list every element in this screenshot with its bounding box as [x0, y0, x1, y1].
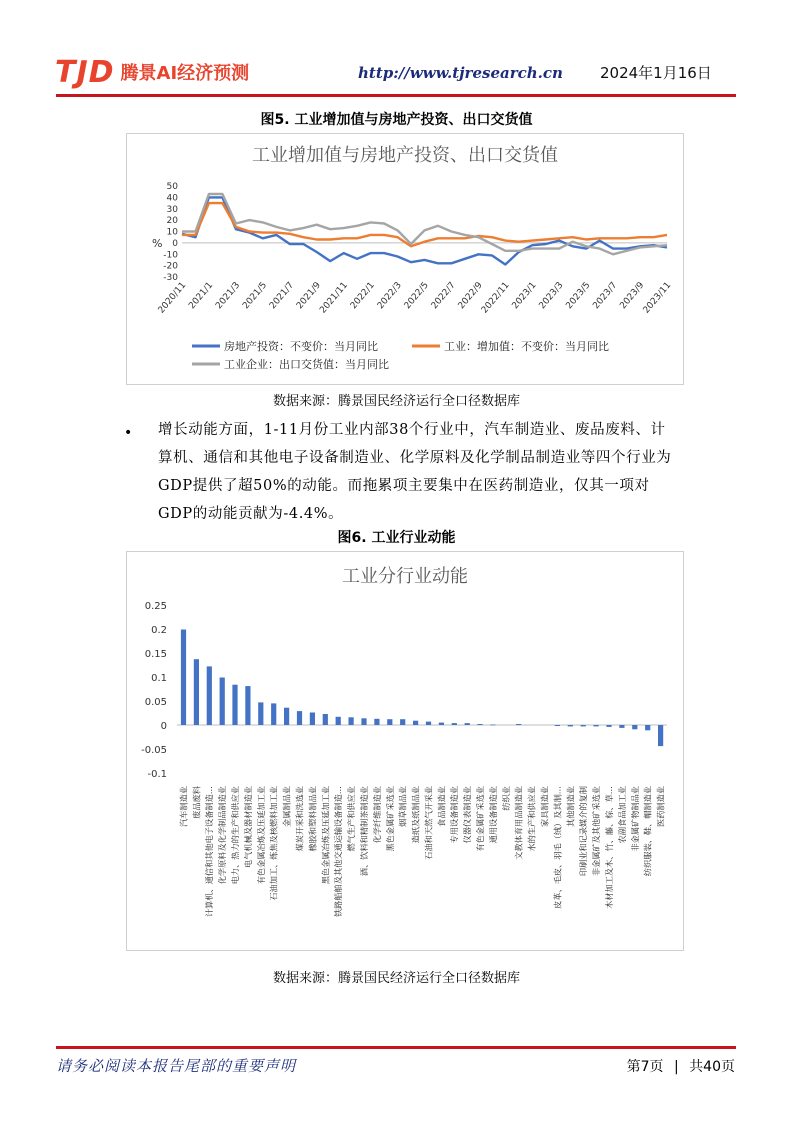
- x-tick-label: 仪器仪表制造业: [462, 786, 473, 844]
- y-tick-label: -10: [163, 250, 178, 261]
- y-tick-label: 0.25: [144, 601, 167, 612]
- bar: [181, 630, 186, 726]
- x-tick-label: 非金属矿及其他矿采选业: [591, 786, 602, 877]
- series-line-2: [182, 203, 667, 246]
- x-tick-label: 水的生产和供应业: [526, 786, 537, 852]
- y-tick-label: 0.1: [151, 673, 167, 684]
- x-tick-label: 计算机、通信和其他电子设备制造…: [204, 786, 215, 918]
- y-tick-label: -30: [163, 273, 178, 283]
- website-link[interactable]: http://www.tjresearch.cn: [358, 64, 563, 82]
- x-tick-label: 2023/11: [641, 280, 674, 316]
- legend-label: 房地产投资：不变价：当月同比: [224, 340, 378, 353]
- bar: [645, 725, 650, 730]
- y-tick-label: -0.1: [147, 769, 167, 780]
- analysis-paragraph: 增长动能方面，1-11月份工业内部38个行业中，汽车制造业、废品废料、计算机、通信和其他电子设备制造业、化学原料及化学制品制造业等四个行业为GDP提供了超50%的动能。而拖累项主要集中在医药制造业，仅其一项对GDP的动能贡献为-4.4%。: [158, 422, 672, 522]
- bar: [632, 725, 637, 729]
- figure6-source: 数据来源：腾景国民经济运行全口径数据库: [272, 971, 520, 986]
- bar: [490, 725, 495, 726]
- bar: [387, 719, 392, 725]
- y-axis-label: %: [152, 236, 163, 250]
- x-tick-label: 非金属矿物制品业: [629, 786, 640, 852]
- brand-logo: [55, 52, 249, 92]
- bar: [426, 722, 431, 725]
- x-tick-label: 铁路船舶及其他交通运输设备制造…: [333, 786, 344, 918]
- x-tick-label: 2021/9: [295, 280, 324, 312]
- bar: [658, 725, 663, 746]
- bar: [271, 703, 276, 725]
- y-tick-label: -20: [163, 261, 178, 272]
- x-tick-label: 纺织业: [500, 786, 511, 811]
- x-tick-label: 金属制品业: [281, 786, 292, 827]
- bar: [465, 723, 470, 725]
- x-tick-label: 农副食品加工业: [616, 786, 627, 844]
- x-tick-label: 化学原料及化学制品制造业: [217, 786, 228, 885]
- x-tick-label: 专用设备制造业: [449, 786, 460, 844]
- legend-label: 工业企业：出口交货值：当月同比: [224, 358, 389, 371]
- x-tick-label: 2023/1: [510, 280, 539, 312]
- bar: [594, 725, 599, 726]
- bar: [606, 725, 611, 727]
- y-tick-label: 20: [166, 216, 178, 227]
- x-tick-label: 2022/11: [479, 280, 512, 316]
- chart-title: 工业增加值与房地产投资、出口交货值: [252, 145, 558, 166]
- bar: [439, 723, 444, 725]
- x-tick-label: 橡胶和塑料制品业: [307, 786, 318, 852]
- x-tick-label: 文教体育用品制造业: [513, 786, 524, 860]
- page-separator: |: [674, 1059, 679, 1075]
- x-tick-label: 印刷业和记录媒介的复制: [578, 786, 589, 877]
- page-total: 共40页: [689, 1059, 735, 1075]
- y-tick-label: 0: [160, 721, 167, 732]
- x-tick-label: 石油和天然气开采业: [423, 786, 434, 860]
- line-chart: [127, 134, 683, 384]
- y-tick-label: 30: [166, 204, 178, 215]
- x-tick-label: 医药制造业: [655, 786, 666, 827]
- bar: [413, 721, 418, 725]
- bar: [555, 725, 560, 726]
- bar: [349, 717, 354, 725]
- bar: [284, 708, 289, 725]
- logo-text: 腾景AI经济预测: [120, 63, 250, 84]
- x-tick-label: 化学纤维制造业: [371, 786, 382, 844]
- x-tick-label: 2022/7: [429, 280, 458, 312]
- logo-mark: TJD: [55, 54, 115, 90]
- bullet-icon: •: [124, 425, 133, 441]
- y-tick-label: 0: [172, 238, 178, 249]
- x-tick-label: 2022/1: [348, 280, 377, 312]
- x-tick-label: 2020/11: [156, 280, 189, 316]
- bar: [477, 724, 482, 725]
- bar-chart: [127, 552, 683, 950]
- x-tick-label: 2022/9: [456, 280, 485, 312]
- legend-label: 工业：增加值：不变价：当月同比: [444, 340, 609, 353]
- x-tick-label: 有色金属矿采选业: [475, 786, 485, 852]
- x-tick-label: 石油加工、炼焦及核燃料加工业: [268, 786, 279, 901]
- x-tick-label: 废品废料: [191, 786, 202, 819]
- y-tick-label: 0.05: [144, 697, 167, 708]
- y-tick-label: 0.15: [144, 649, 167, 660]
- bar: [336, 717, 341, 725]
- x-tick-label: 2021/5: [241, 280, 270, 312]
- x-tick-label: 木材加工及木、竹、藤、棕、草…: [604, 786, 614, 909]
- disclaimer-note: 请务必阅读本报告尾部的重要声明: [56, 1057, 297, 1075]
- x-tick-label: 烟草制品业: [397, 786, 408, 827]
- figure6-caption: 图6. 工业行业动能: [337, 530, 456, 546]
- bar: [374, 719, 379, 725]
- x-tick-label: 2021/7: [268, 280, 297, 312]
- x-tick-label: 2023/7: [591, 280, 620, 312]
- footer-divider: [56, 1046, 736, 1049]
- header-divider: [56, 94, 736, 97]
- bar: [452, 723, 457, 725]
- x-tick-label: 2022/3: [375, 280, 404, 312]
- x-tick-label: 造纸及纸制品业: [410, 786, 421, 844]
- bar: [568, 725, 573, 726]
- x-tick-label: 2023/3: [537, 280, 566, 312]
- x-tick-label: 电气机械及器材制造业: [242, 786, 253, 868]
- x-tick-label: 2023/5: [564, 280, 593, 312]
- page-number: 第7页: [626, 1059, 664, 1075]
- x-tick-label: 纺织服装、鞋、帽制造业: [642, 786, 653, 877]
- x-tick-label: 2023/9: [618, 280, 647, 312]
- report-date: 2024年1月16日: [600, 64, 712, 82]
- x-tick-label: 有色金属冶炼及压延加工业: [255, 786, 266, 885]
- x-tick-label: 黑色金属矿采选业: [384, 786, 395, 852]
- x-tick-label: 2021/11: [318, 280, 350, 316]
- x-tick-label: 酒、饮料和精制茶制造业: [359, 786, 369, 877]
- bar: [310, 713, 315, 726]
- y-tick-label: 10: [166, 227, 178, 238]
- x-tick-label: 电力、热力的生产和供应业: [230, 786, 240, 885]
- bar: [581, 725, 586, 726]
- x-tick-label: 汽车制造业: [178, 786, 189, 827]
- bar: [245, 686, 250, 725]
- bar: [619, 725, 624, 728]
- figure5-chart-frame: [126, 133, 684, 385]
- figure5-source: 数据来源：腾景国民经济运行全口径数据库: [272, 394, 520, 409]
- bar: [323, 714, 328, 725]
- x-tick-label: 2021/1: [187, 280, 216, 312]
- bar: [297, 711, 302, 725]
- y-tick-label: 40: [166, 193, 178, 204]
- y-tick-label: 50: [166, 182, 178, 192]
- figure5-caption: 图5. 工业增加值与房地产投资、出口交货值: [260, 112, 533, 128]
- bar: [258, 702, 263, 725]
- bar: [400, 719, 405, 725]
- x-tick-label: 皮革、毛皮、羽毛（绒）及其制…: [552, 786, 563, 909]
- y-tick-label: 0.2: [151, 625, 167, 636]
- x-tick-label: 食品制造业: [436, 786, 447, 827]
- page-header: [0, 0, 793, 100]
- bar: [194, 659, 199, 725]
- bar: [232, 685, 237, 725]
- x-tick-label: 黑色金属冶炼及压延加工业: [320, 786, 331, 885]
- x-tick-label: 其他制造业: [565, 786, 576, 827]
- x-tick-label: 燃气生产和供应业: [346, 786, 357, 852]
- x-tick-label: 2022/5: [402, 280, 431, 312]
- bar: [361, 718, 366, 725]
- series-line-3: [182, 194, 667, 254]
- x-tick-label: 家具制造业: [539, 786, 550, 827]
- bar: [220, 678, 225, 726]
- bar: [516, 724, 521, 725]
- figure6-chart-frame: [126, 551, 684, 951]
- x-tick-label: 通用设备制造业: [487, 786, 498, 844]
- x-tick-label: 煤炭开采和洗选业: [294, 786, 305, 852]
- chart-title: 工业分行业动能: [342, 566, 468, 587]
- x-tick-label: 2021/3: [214, 280, 243, 312]
- bar: [207, 666, 212, 725]
- page-indicator: [621, 1056, 735, 1076]
- y-tick-label: -0.05: [141, 745, 167, 756]
